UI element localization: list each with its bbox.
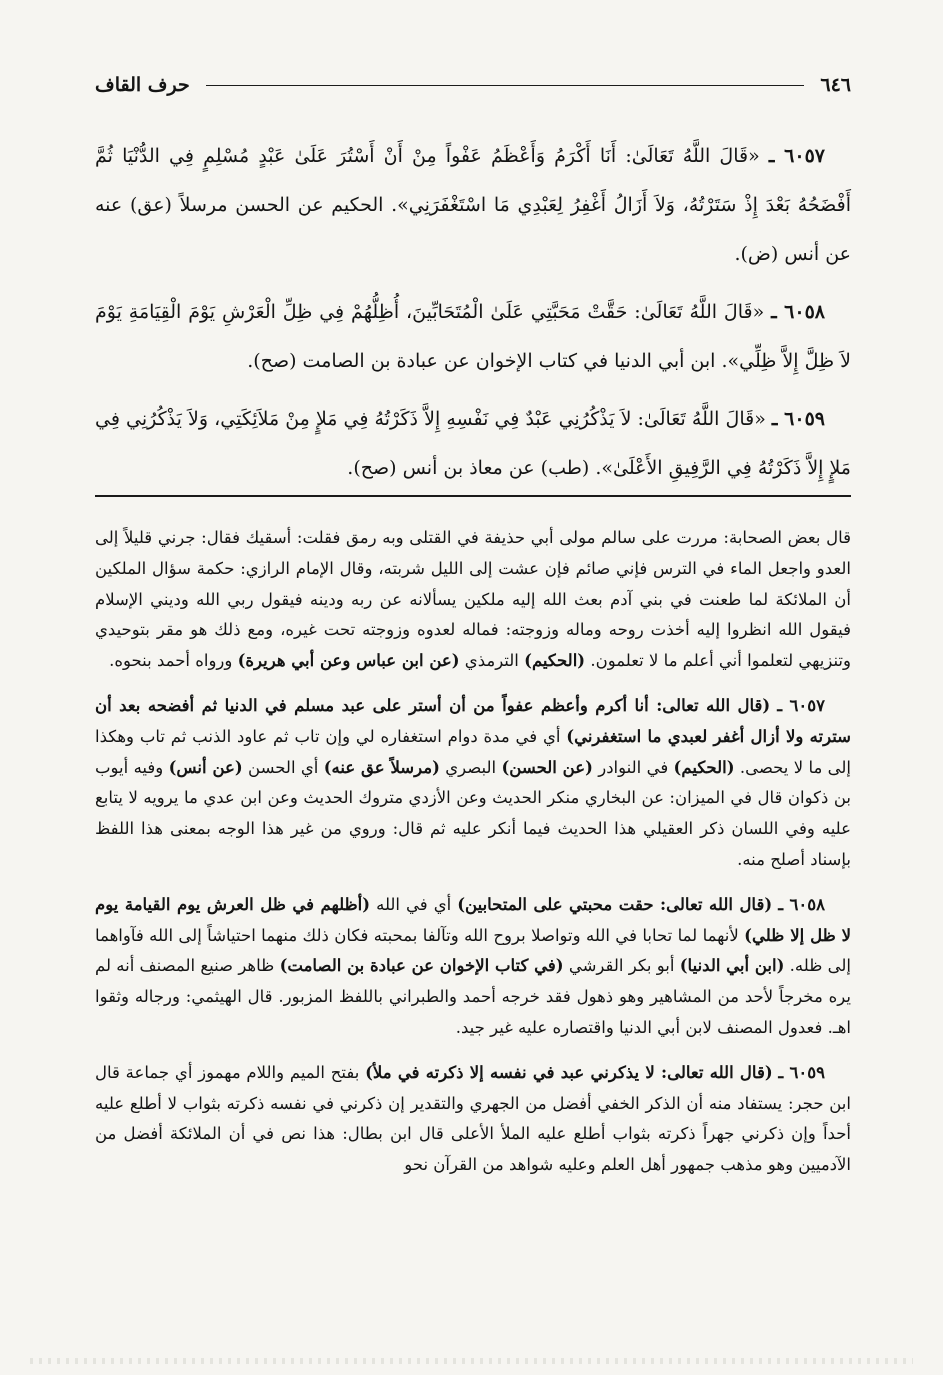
hadith-text: «قَالَ اللَّهُ تَعَالَىٰ: لاَ يَذْكُرُنِي عَبْدٌ فِي نَفْسِهِ إِلاَّ ذَكَرْتُهُ فِي مَلإٍ مِنْ مَلاَئِكَتِي، وَلاَ يَذْكُرُنِي فِي مَلإٍ إِلاَّ ذَكَرْتُهُ فِي الرَّفِيقِ الأَعْلَىٰ». (طب) عن معاذ بن أنس (صح).: [95, 408, 851, 479]
commentary-number: ٦٠٥٧ ـ: [777, 695, 825, 715]
commentary-6059: [95, 1058, 851, 1181]
page-header: [95, 72, 851, 98]
commentary-bold: (قال الله تعالى: أنا أكرم وأعظم عفواً من أن أستر على عبد مسلم في الدنيا ثم أفضحه بعد أن سترته ولا أزال أغفر لعبدي ما استغفرني): [95, 695, 851, 746]
commentary-text: أي في مدة دوام استغفاره لي وإن تاب ثم عاود الذنب ثم تاب وهكذا إلى ما لا يحصى.: [95, 726, 852, 777]
commentary-text: وفيه أيوب بن ذكوان قال في الميزان: عن البخاري منكر الحديث وعن الأزدي متروك الحديث وعن ابن عدي ما يرويه لا يتابع عليه وفي اللسان ذكر العقيلي هذا الحديث فيما أنكر عليه ثم قال: وروي من غير هذا الوجه بمعنى هذا اللفظ بإسناد أصلح منه.: [95, 757, 851, 869]
commentary-bold: (أظلهم في ظل العرش يوم القيامة يوم لا ظل إلا ظلي): [95, 894, 851, 945]
commentary-bold: (عن أنس): [168, 757, 243, 777]
commentary-6058: [95, 890, 851, 1044]
hadith-number: ٦٠٥٧ ـ: [768, 145, 825, 167]
hadith-entry-6058: [95, 288, 851, 386]
section-divider: [95, 495, 851, 497]
commentary-text: ظاهر صنيع المصنف أنه لم يره مخرجاً لأحد من المشاهير وهو ذهول فقد خرجه أحمد والطبراني باللفظ المزبور. قال الهيثمي: ورجاله وثقوا اهـ. فعدول المصنف لابن أبي الدنيا واقتصاره عليه غير جيد.: [95, 956, 851, 1037]
commentary-text: أي الحسن: [242, 757, 324, 777]
scan-artifact-strip: [30, 1358, 913, 1364]
commentary-text: قال بعض الصحابة: مررت على سالم مولى أبي حذيفة في القتلى وبه رمق فقلت: أسقيك فقال: جرني قليلاً إلى العدو واجعل الماء في الترس فإني صائم فإن عشت إلى الليل شربته، وقال الإمام الرازي: حكمة سؤال الملكين أن الملائكة لما طعنت في بني آدم بعث الله إليه ملكين يسألانه عن ربه ودينه فيقول ربي الله وديني الإسلام فيقول الله انظروا إليه أخذت روحه وماله وزوجته: فماله لعدوه وزوجته تحت غيره، ومع ذلك هو مقر بتوحيدي وتنزيهي لتعلموا أني أعلم ما لا تعلمون.: [95, 528, 851, 671]
hadith-text-block: [95, 132, 851, 502]
commentary-text: الترمذي: [459, 651, 525, 671]
commentary-number: ٦٠٥٨ ـ: [778, 894, 825, 914]
hadith-text: «قَالَ اللَّهُ تَعَالَىٰ: حَقَّتْ مَحَبَّتِي عَلَىٰ الْمُتَحَابِّينَ، أُظِلُّهُمْ فِي ظِلِّ الْعَرْشِ يَوْمَ الْقِيَامَةِ يَوْمَ لاَ ظِلَّ إِلاَّ ظِلِّي». ابن أبي الدنيا في كتاب الإخوان عن عبادة بن الصامت (صح).: [95, 301, 851, 372]
commentary-bold: (في كتاب الإخوان عن عبادة بن الصامت): [279, 956, 564, 976]
header-rule: [206, 85, 805, 86]
commentary-bold: (الحكيم): [524, 651, 586, 671]
commentary-text: البصري: [439, 757, 502, 777]
commentary-bold: (الحكيم): [673, 757, 735, 777]
commentary-bold: (قال الله تعالى: حقت محبتي على المتحابين): [457, 894, 773, 914]
commentary-text: أبو بكر القرشي: [563, 956, 680, 976]
commentary-text: لأنهما لما تحابا في الله وتواصلا بروح الله وتآلفا بمحبته فكان ذلك منهما احتياشاً إلى الله فآواهما إلى ظله.: [95, 925, 851, 976]
commentary-text: في النوادر: [592, 757, 674, 777]
commentary-bold: (قال الله تعالى: لا يذكرني عبد في نفسه إلا ذكرته في ملأ): [365, 1062, 773, 1082]
hadith-entry-6059: [95, 395, 851, 493]
commentary-number: ٦٠٥٩ ـ: [778, 1062, 825, 1082]
hadith-number: ٦٠٥٨ ـ: [771, 301, 825, 323]
commentary-block: [95, 523, 851, 1195]
commentary-text: بفتح الميم واللام مهموز أي جماعة قال ابن حجر: يستفاد منه أن الذكر الخفي أفضل من الجهري والتقدير إن ذكرني في نفسه ذكرته بثواب لا أطلع عليه أحداً وإن ذكرني جهراً ذكرته بثواب أطلع عليه الملأ الأعلى قال ابن بطال: هذا نص في أن الملائكة أفضل من الآدميين وهو مذهب جمهور أهل العلم وعليه شواهد من القرآن نحو: [95, 1062, 851, 1175]
commentary-text: أي في الله: [370, 894, 458, 914]
hadith-number: ٦٠٥٩ ـ: [771, 408, 825, 430]
commentary-bold: (ابن أبي الدنيا): [679, 956, 785, 976]
commentary-bold: (مرسلاً عق عنه): [323, 757, 440, 777]
commentary-6057: [95, 691, 851, 876]
commentary-intro: [95, 523, 851, 677]
commentary-text: ورواه أحمد بنحوه.: [109, 651, 238, 671]
hadith-entry-6057: [95, 132, 851, 279]
hadith-text: «قَالَ اللَّهُ تَعَالَىٰ: أَنَا أَكْرَمُ وَأَعْظَمُ عَفْواً مِنْ أَنْ أَسْتُرَ عَلَىٰ عَبْدٍ مُسْلِمٍ فِي الدُّنْيَا ثُمَّ أَفْضَحُهُ بَعْدَ إِذْ سَتَرْتُهُ، وَلاَ أَزَالُ أَغْفِرُ لِعَبْدِي مَا اسْتَغْفَرَنِي». الحكيم عن الحسن مرسلاً (عق) عنه عن أنس (ض).: [95, 145, 851, 265]
commentary-bold: (عن الحسن): [501, 757, 593, 777]
chapter-title: حرف القاف: [95, 74, 190, 96]
commentary-bold: (عن ابن عباس وعن أبي هريرة): [237, 651, 460, 671]
page-number: ٦٤٦: [820, 74, 851, 96]
